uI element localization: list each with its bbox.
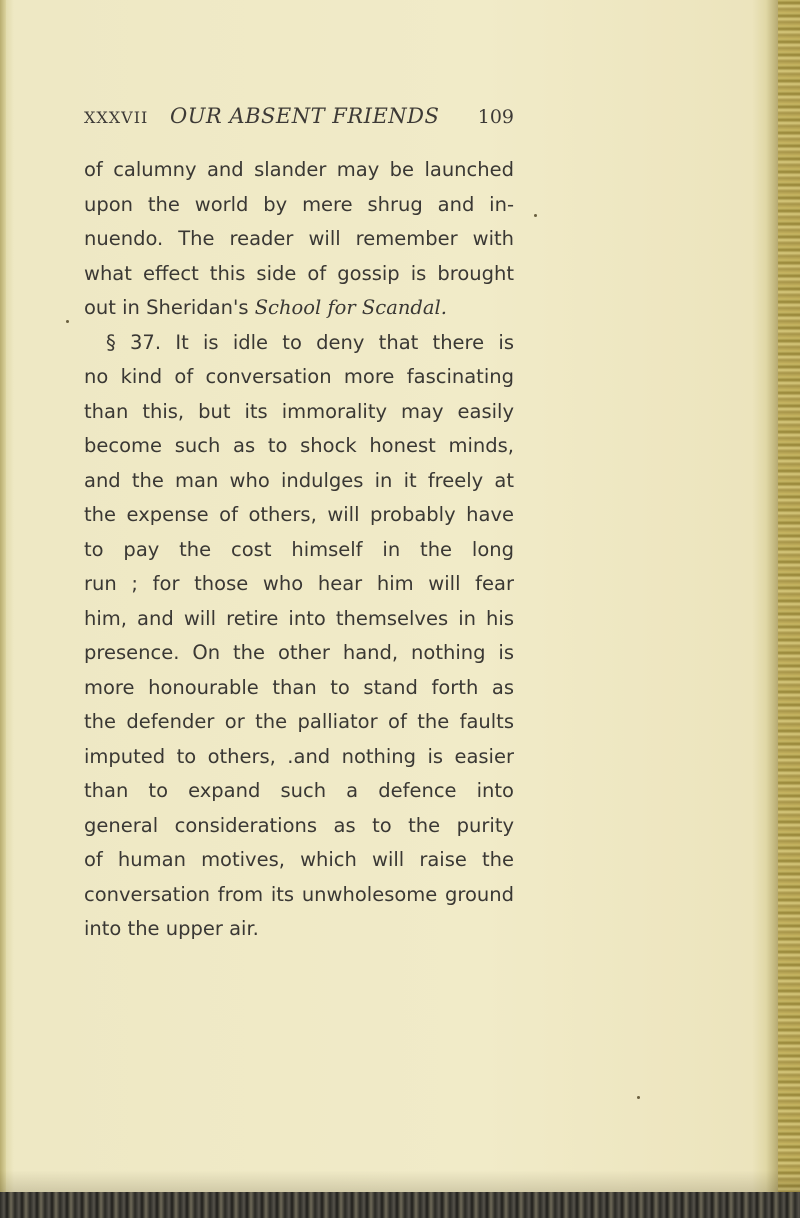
text-line: nuendo. The reader will remember with bbox=[84, 227, 514, 250]
right-page-edges bbox=[778, 0, 800, 1218]
text-line: to pay the cost himself in the long bbox=[84, 537, 514, 561]
text-line: presence. On the other hand, nothing is bbox=[84, 641, 514, 664]
page-number: 109 bbox=[477, 106, 514, 128]
text-line: more honourable than to stand forth as bbox=[84, 675, 514, 699]
text-line: and the man who indulges in it freely at bbox=[84, 468, 514, 492]
text-line: than this, but its immorality may easily bbox=[84, 399, 514, 423]
text-line: than to expand such a defence into bbox=[84, 779, 514, 802]
text-line: of calumny and slander may be launched bbox=[84, 158, 514, 181]
body-text bbox=[84, 153, 514, 947]
text-line: conversation from its unwholesome ground bbox=[84, 882, 514, 906]
text-fragment: It is idle to deny that there is bbox=[175, 330, 514, 354]
bottom-page-edges bbox=[0, 1192, 800, 1218]
section-mark: § 37. bbox=[106, 330, 162, 354]
text-line: imputed to others, .and nothing is easier bbox=[84, 744, 514, 768]
text-line bbox=[84, 326, 514, 361]
speck bbox=[66, 320, 69, 323]
bottom-shadow bbox=[0, 1170, 800, 1192]
text-fragment: out in Sheridan's bbox=[84, 296, 255, 319]
text-line: into the upper air. bbox=[84, 917, 259, 940]
text-line: what effect this side of gossip is brought bbox=[84, 261, 514, 285]
text-line: upon the world by mere shrug and in- bbox=[84, 192, 514, 216]
text-line: become such as to shock honest minds, bbox=[84, 434, 514, 457]
speck bbox=[637, 1096, 640, 1099]
text-line: no kind of conversation more fascinating bbox=[84, 365, 514, 388]
book-title-italic: School for Scandal. bbox=[254, 296, 447, 319]
running-title: OUR ABSENT FRIENDS bbox=[170, 104, 440, 128]
left-page-edge bbox=[0, 0, 6, 1218]
text-line: general considerations as to the purity bbox=[84, 813, 514, 837]
running-header bbox=[84, 104, 514, 134]
text-line: run ; for those who hear him will fear bbox=[84, 572, 514, 595]
section-number: XXXVII bbox=[84, 108, 149, 127]
text-line bbox=[84, 291, 514, 326]
text-line: the defender or the palliator of the faults bbox=[84, 710, 514, 733]
right-gutter-shadow bbox=[766, 0, 778, 1218]
text-line: him, and will retire into themselves in his bbox=[84, 606, 514, 630]
speck bbox=[534, 214, 537, 217]
text-line: the expense of others, will probably have bbox=[84, 503, 514, 526]
text-line: of human motives, which will raise the bbox=[84, 848, 514, 871]
